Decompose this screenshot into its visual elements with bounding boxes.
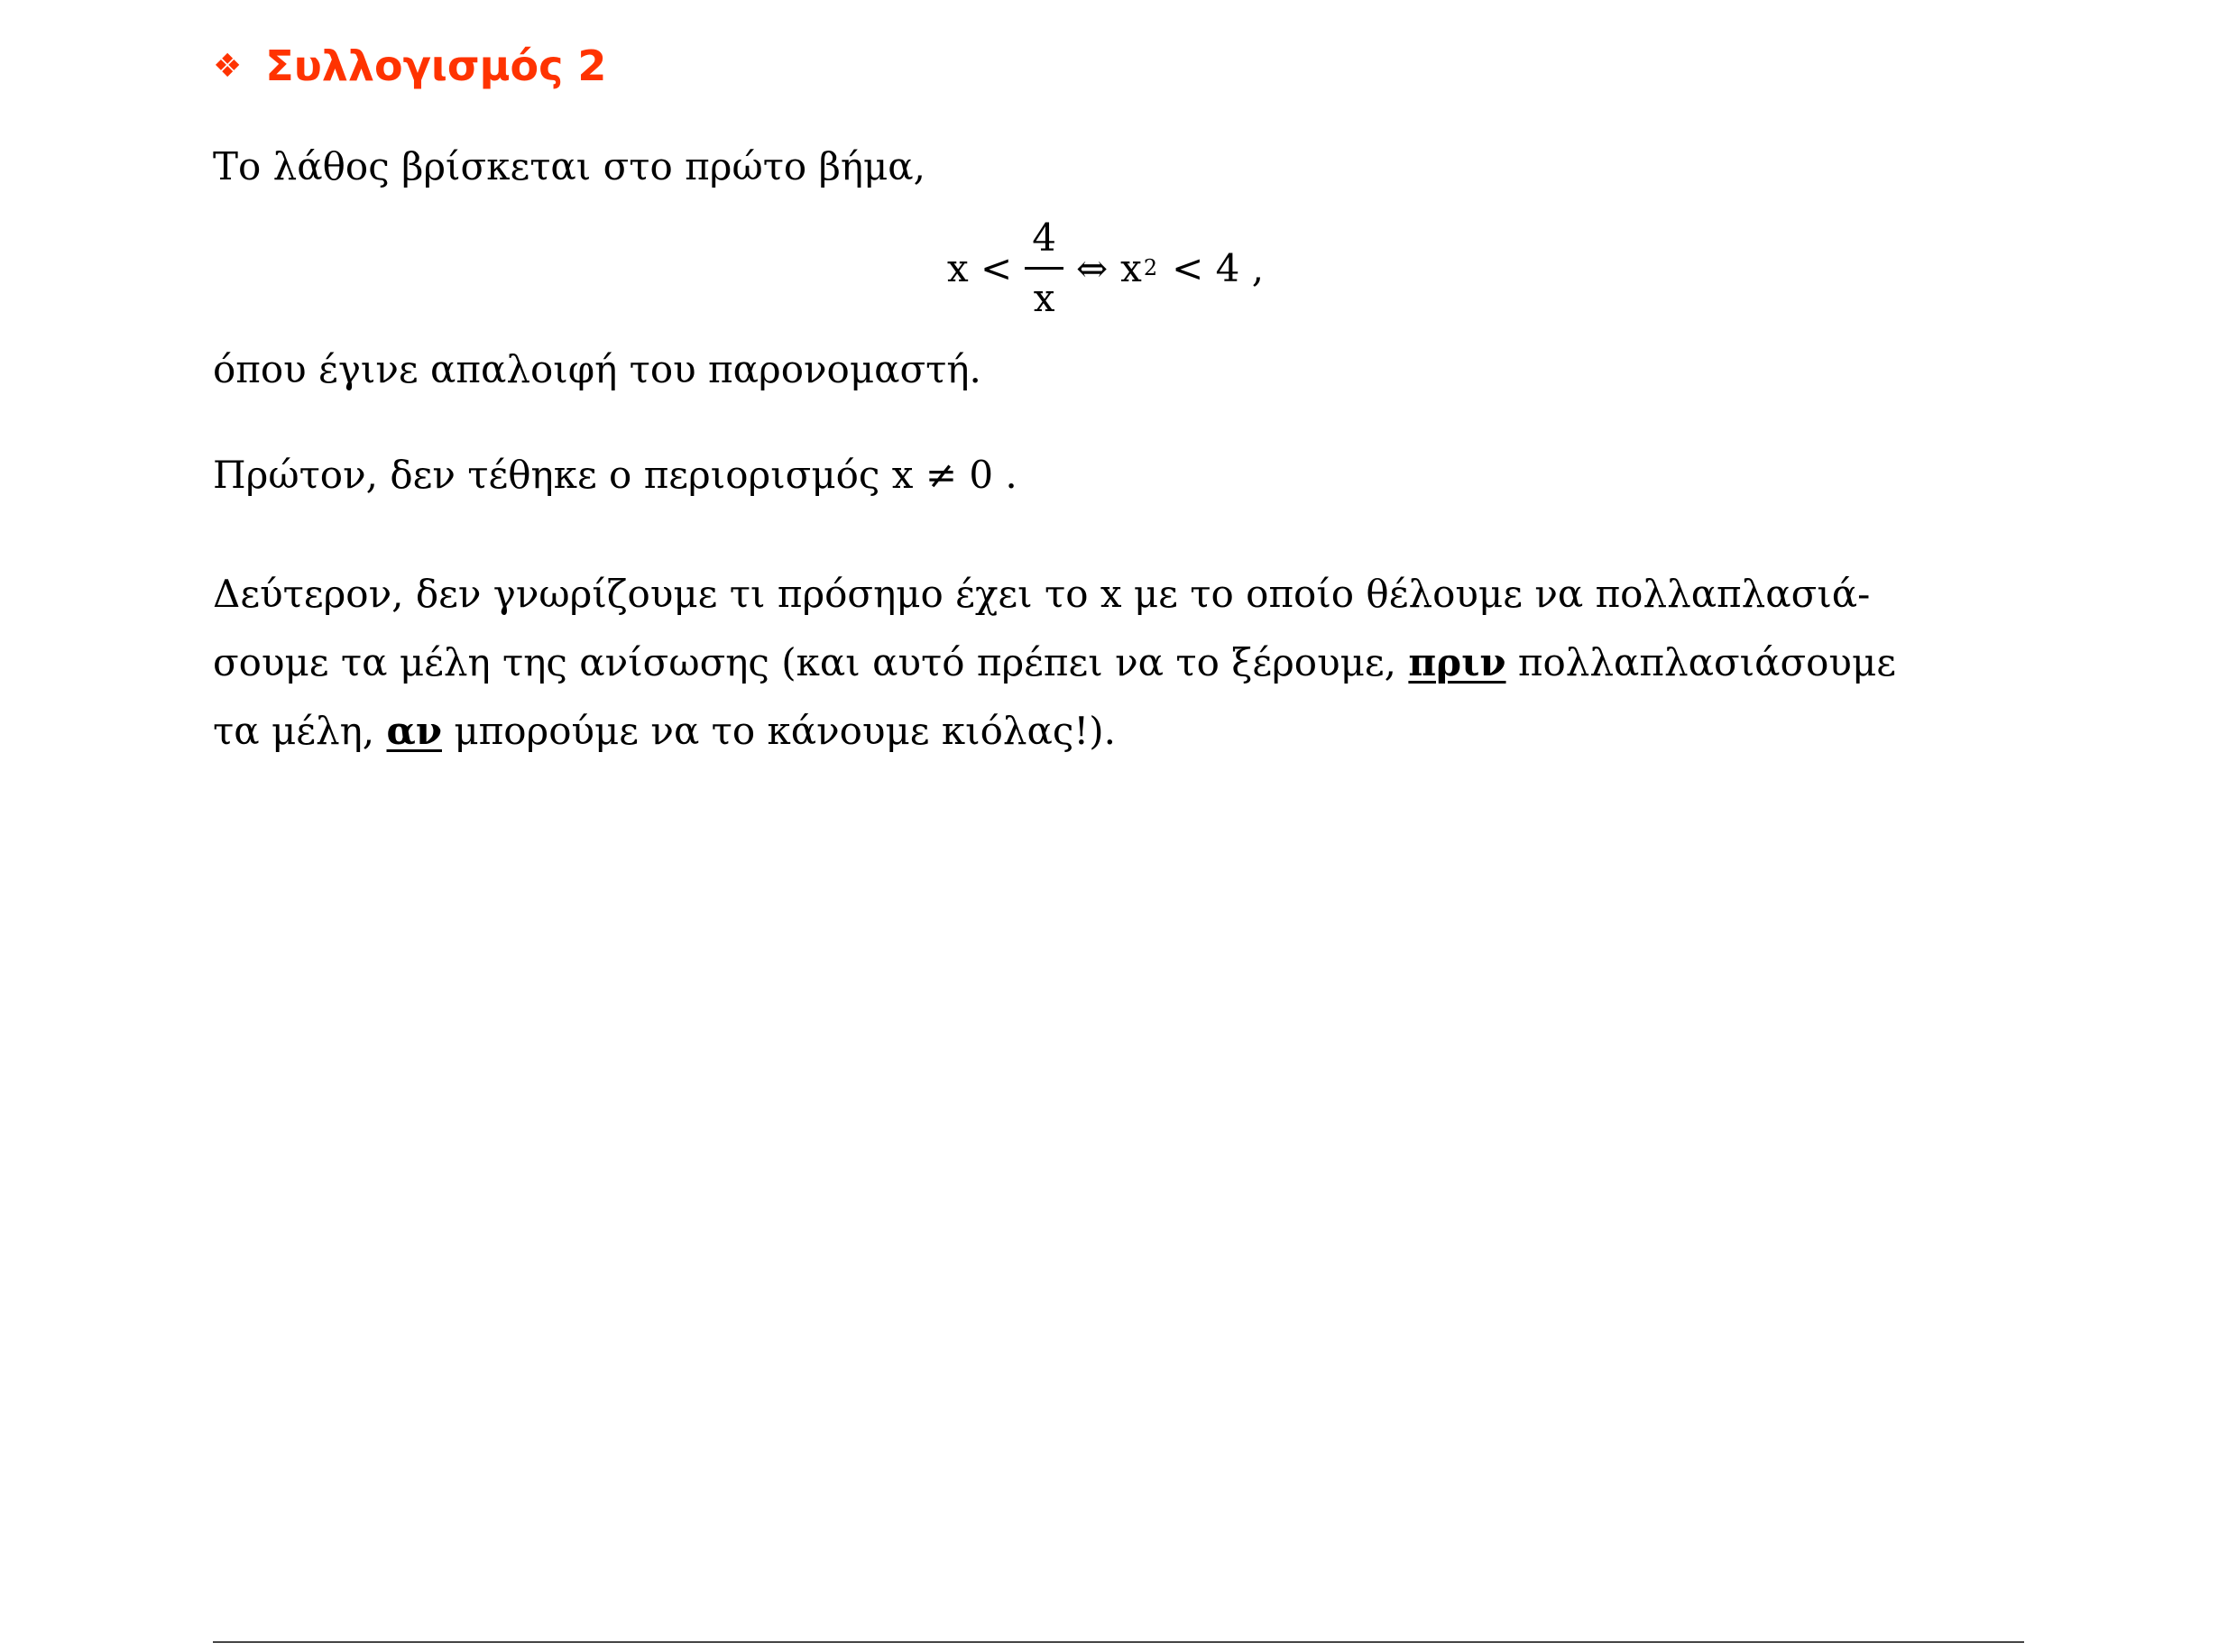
fraction-denominator: x [1033,275,1055,320]
paragraph-second-reason [213,563,2035,763]
text-segment: πολλαπλασιάσουμε [1505,640,1896,684]
equation-base: x [1120,245,1142,290]
fraction-numerator: 4 [1025,215,1063,270]
emphasis-before: πριν [1408,640,1506,684]
paragraph-intro: Το λάθος βρίσκεται στο πρώτο βήμα, [213,144,926,188]
section-heading [213,34,606,98]
paragraph-first-reason: Πρώτον, δεν τέθηκε ο περιορισμός x ≠ 0 . [213,453,1017,497]
equation-exponent: 2 [1143,255,1158,280]
equivalence-symbol: ⇔ [1075,245,1109,290]
paragraph-line [213,700,2035,763]
equation-lhs: x < [947,245,1013,290]
emphasis-if: αν [386,709,442,753]
section-title: Συλλογισμός 2 [265,41,607,90]
inequality-equation [947,200,1264,335]
text-segment: μπορούμε να το κάνουμε κιόλας!). [441,709,1117,753]
text-segment: τα μέλη, [213,709,387,753]
diamond-bullet-icon: ❖ [213,48,243,85]
paragraph-denominator: όπου έγινε απαλοιφή του παρονομαστή. [213,347,981,391]
paragraph-line: Δεύτερον, δεν γνωρίζουμε τι πρόσημο έχει το x με το οποίο θέλουμε να πολλαπλασιά- [213,572,1871,616]
equation-rhs: < 4 , [1172,245,1265,290]
text-segment: σουμε τα μέλη της ανίσωσης (και αυτό πρέπει να το ξέρουμε, [213,640,1409,684]
bottom-divider [213,1641,2024,1643]
fraction [1025,215,1063,322]
paragraph-line [213,631,2035,700]
